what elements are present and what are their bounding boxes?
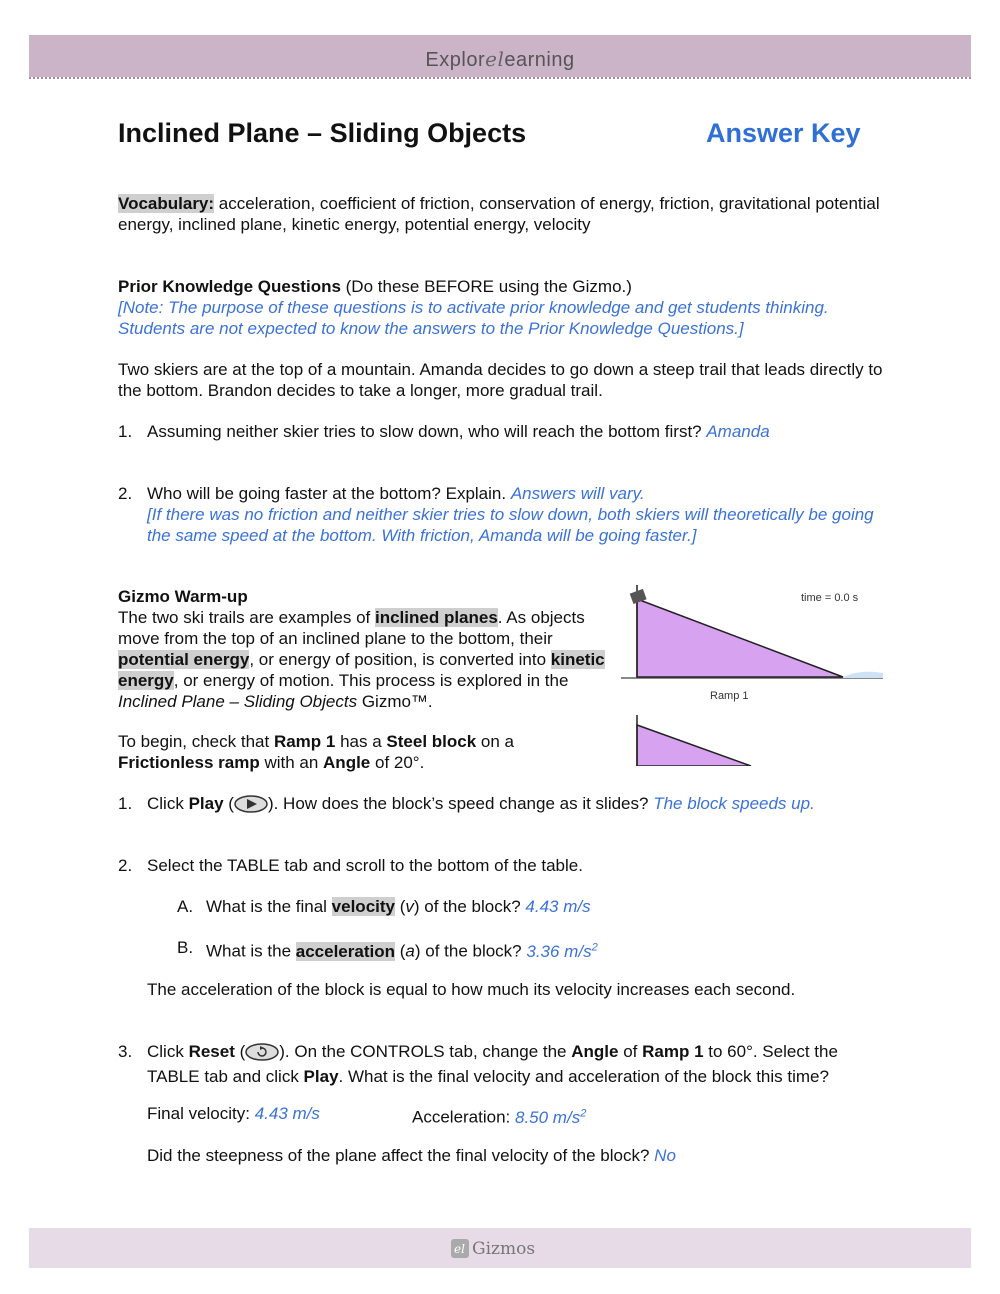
prior-knowledge-note: [Note: The purpose of these questions is to activate prior knowledge and get students thinking. Students are not expected to know the answers to the Prior Knowledge Questions.] <box>118 298 829 338</box>
page-title: Inclined Plane – Sliding Objects <box>118 118 527 148</box>
warmup-heading: Gizmo Warm-up <box>118 587 248 606</box>
velocity-answer: 4.43 m/s <box>525 897 591 916</box>
time-readout: time = 0.0 s <box>801 592 859 604</box>
gizmos-logo: el Gizmos <box>450 1236 535 1260</box>
warmup-setup: To begin, check that Ramp 1 has a Steel block on a Frictionless ramp with an Angle of 20°. <box>118 732 514 772</box>
acceleration-note: The acceleration of the block is equal to how much its velocity increases each second. <box>147 980 796 999</box>
final-velocity-answer: 4.43 m/s <box>254 1104 320 1123</box>
prior-knowledge-intro: Two skiers are at the top of a mountain. Amanda decides to go down a steep trail that leads directly to the bottom. Brandon decides to take a longer, more gradual trail. <box>118 360 883 400</box>
vocabulary-label: Vocabulary: <box>118 194 215 213</box>
warmup-question-2: 2. Select the TABLE tab and scroll to the bottom of the table. <box>118 856 583 875</box>
warmup-question-2b: B. What is the acceleration (a) of the block? 3.36 $m/s^2$ <box>177 938 598 961</box>
warmup-answer-1: The block speeds up. <box>653 794 815 813</box>
vocabulary-paragraph: Vocabulary: acceleration, coefficient of friction, conservation of energy, friction, gravitational potential energy, inclined plane, kinetic energy, potential energy, velocity <box>118 194 880 234</box>
warmup-question-1: 1. Click Play ( ). How does the block’s speed change as it slides? The block speeds up. <box>118 793 888 818</box>
gizmo-screenshot <box>621 585 883 766</box>
acceleration-60-answer: 8.50 $m/s^2$ <box>515 1107 587 1127</box>
reset-button-icon <box>245 1043 279 1066</box>
warmup-question-3: 3. Click Reset ( ). On the CONTROLS tab, change the Angle of Ramp 1 to 60°. Select the TABLE tab and click Play. What is the final velocity and acceleration of the block this time? <box>118 1042 838 1086</box>
ramp-1-label: Ramp 1 <box>710 690 749 702</box>
prior-question-2: 2. Who will be going faster at the bottom? Explain. Answers will vary. [If there was no friction and neither skier tries to slow down, both skiers will theoretically be going the same speed at the bottom. With friction, Amanda will be going faster.] <box>118 484 874 545</box>
acceleration-answer: 3.36 $m/s^2$ <box>526 941 598 961</box>
warmup-question-2a: A. What is the final velocity (v) of the block? 4.43 m/s <box>177 897 591 916</box>
warmup-section: Gizmo Warm-up The two ski trails are examples of inclined planes. As objects move from the top of an inclined plane to the bottom, their potential energy, or energy of position, is converted into kinetic energy, or energy of motion. This process is explored in the Inclined Plane – Sliding Objects Gizmo™. <box>118 587 605 711</box>
ramp-diagram <box>621 585 883 766</box>
prior-answer-1: Amanda <box>706 422 770 441</box>
steepness-answer: No <box>654 1146 676 1165</box>
gizmos-logo-mark <box>450 1236 472 1260</box>
explorelearning-logo: Explorelearning <box>425 47 575 71</box>
play-button-icon <box>234 795 268 818</box>
header-divider <box>29 77 971 79</box>
prior-answer-2: Answers will vary. <box>510 484 645 503</box>
svg-text:el: el <box>454 1242 465 1256</box>
answer-key-label: Answer Key <box>706 118 861 148</box>
final-velocity-line: Final velocity: 4.43 m/s <box>147 1104 320 1123</box>
steepness-question: Did the steepness of the plane affect the final velocity of the block? No <box>147 1146 676 1165</box>
acceleration-line: Acceleration: 8.50 $m/s^2$ <box>412 1107 587 1127</box>
prior-question-1: 1. Assuming neither skier tries to slow down, who will reach the bottom first? Amanda <box>118 422 770 441</box>
prior-knowledge-heading: Prior Knowledge Questions (Do these BEFORE using the Gizmo.) <box>118 277 632 296</box>
